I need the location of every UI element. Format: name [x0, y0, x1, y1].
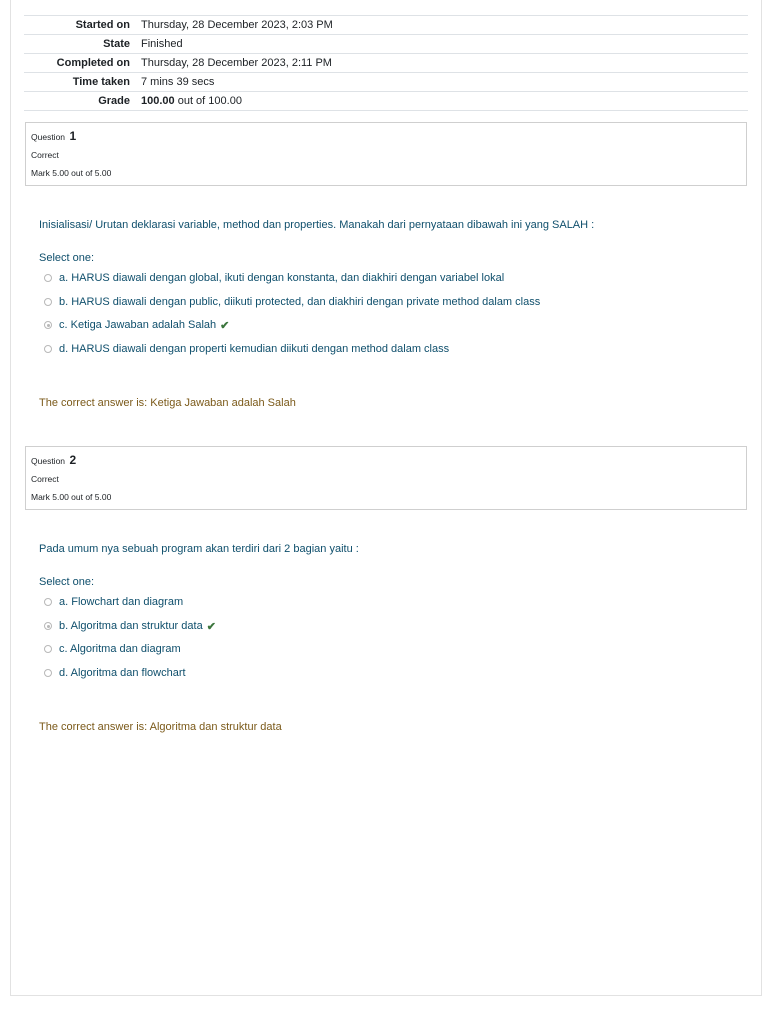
answer-option[interactable]	[44, 619, 216, 633]
summary-label: Time taken	[24, 73, 141, 92]
question-mark: Mark 5.00 out of 5.00	[31, 168, 112, 178]
summary-row-time	[24, 73, 748, 92]
summary-value: Thursday, 28 December 2023, 2:03 PM	[141, 16, 748, 35]
answer-option[interactable]	[44, 271, 504, 285]
answer-label[interactable]: d. Algoritma dan flowchart	[59, 667, 186, 679]
answer-label[interactable]: c. Ketiga Jawaban adalah Salah	[59, 319, 217, 331]
summary-row-completed	[24, 54, 748, 73]
select-prompt: Select one:	[39, 576, 95, 588]
grade-number: 100.00	[141, 95, 175, 107]
check-icon: ✔	[206, 620, 216, 633]
right-answer: The correct answer is: Ketiga Jawaban adalah Salah	[39, 397, 296, 409]
question-text: Inisialisasi/ Urutan deklarasi variable, method dan properties. Manakah dari pernyataan dibawah ini yang SALAH :	[39, 219, 595, 231]
answer-option[interactable]	[44, 666, 186, 680]
answer-label[interactable]: d. HARUS diawali dengan properti kemudian diikuti dengan method dalam class	[59, 343, 450, 355]
question-number	[31, 127, 741, 145]
summary-label: Started on	[24, 16, 141, 35]
answer-label[interactable]: c. Algoritma dan diagram	[59, 643, 181, 655]
answer-option[interactable]	[44, 295, 540, 309]
answer-option[interactable]	[44, 318, 229, 332]
question-text: Pada umum nya sebuah program akan terdiri dari 2 bagian yaitu :	[39, 543, 359, 555]
summary-row-state	[24, 35, 748, 54]
radio-icon[interactable]	[44, 622, 52, 630]
answer-option[interactable]	[44, 342, 449, 356]
answer-label[interactable]: b. Algoritma dan struktur data	[59, 620, 203, 632]
question-state: Correct	[31, 474, 59, 484]
summary-row-started	[24, 16, 748, 35]
radio-icon[interactable]	[44, 298, 52, 306]
summary-grade-value	[141, 92, 748, 111]
question-mark: Mark 5.00 out of 5.00	[31, 492, 112, 502]
radio-icon[interactable]	[44, 598, 52, 606]
summary-label: Grade	[24, 92, 141, 111]
radio-icon[interactable]	[44, 345, 52, 353]
answer-label[interactable]: b. HARUS diawali dengan public, diikuti protected, dan diakhiri dengan private method dalam class	[59, 296, 541, 308]
answer-option[interactable]	[44, 595, 183, 609]
question-info-box	[25, 446, 747, 510]
summary-value: Thursday, 28 December 2023, 2:11 PM	[141, 54, 748, 73]
question-state: Correct	[31, 150, 59, 160]
radio-icon[interactable]	[44, 274, 52, 282]
radio-icon[interactable]	[44, 321, 52, 329]
check-icon: ✔	[220, 319, 230, 332]
question-label: Question	[31, 132, 66, 142]
question-info-box	[25, 122, 747, 186]
question-number	[31, 451, 741, 469]
summary-label: State	[24, 35, 141, 54]
select-prompt: Select one:	[39, 252, 95, 264]
question-number-value: 1	[69, 129, 77, 143]
summary-row-grade	[24, 92, 748, 111]
answer-label[interactable]: a. Flowchart dan diagram	[59, 596, 184, 608]
question-label: Question	[31, 456, 66, 466]
summary-label: Completed on	[24, 54, 141, 73]
answer-option[interactable]	[44, 642, 181, 656]
radio-icon[interactable]	[44, 645, 52, 653]
summary-value: 7 mins 39 secs	[141, 73, 748, 92]
summary-value: Finished	[141, 35, 748, 54]
question-number-value: 2	[69, 453, 77, 467]
right-answer: The correct answer is: Algoritma dan struktur data	[39, 721, 282, 733]
answer-label[interactable]: a. HARUS diawali dengan global, ikuti dengan konstanta, dan diakhiri dengan variabel lokal	[59, 272, 505, 284]
grade-suffix: out of 100.00	[174, 95, 242, 107]
quiz-summary-table	[24, 15, 748, 111]
radio-icon[interactable]	[44, 669, 52, 677]
